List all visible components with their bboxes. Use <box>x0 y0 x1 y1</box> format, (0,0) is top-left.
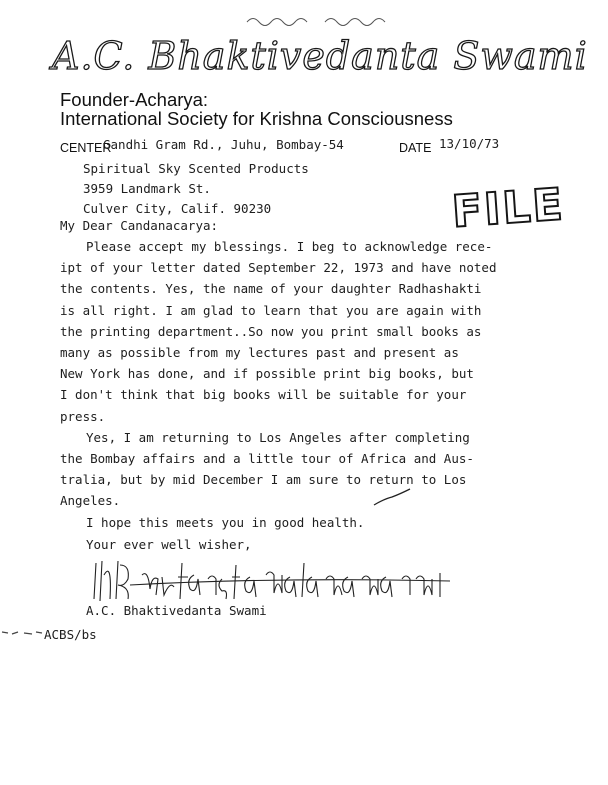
body-line: many as possible from my lectures past and present as <box>60 345 459 361</box>
date-value: 13/10/73 <box>439 136 500 151</box>
file-stamp: FILE <box>450 179 567 238</box>
letterhead-name: A.C. Bhaktivedanta Swami <box>52 34 588 78</box>
center-address: Gandhi Gram Rd., Juhu, Bombay-54 <box>103 137 344 152</box>
body-line: the contents. Yes, the name of your daughter Radhashakti <box>60 281 482 297</box>
recipient-line2: 3959 Landmark St. <box>83 181 211 196</box>
body-line: Please accept my blessings. I beg to acknowledge rece- <box>86 239 493 254</box>
body-line: Yes, I am returning to Los Angeles after completing <box>86 429 470 445</box>
body-line: tralia, but by mid December I am sure to return to Los <box>60 472 467 488</box>
letterhead-scribble <box>245 14 395 28</box>
center-label: CENTER <box>60 141 112 155</box>
letter-body <box>60 236 586 533</box>
letterhead-title-line2: International Society for Krishna Consciousness <box>60 108 453 129</box>
salutation: My Dear Candanacarya: <box>60 218 219 233</box>
body-line: the printing department..So now you print small books as <box>60 323 482 339</box>
date-label: DATE <box>399 141 432 155</box>
body-line: I don't think that big books will be suitable for your <box>60 387 467 403</box>
letterhead-title-line1: Founder-Acharya: <box>60 89 209 110</box>
body-line: press. <box>60 408 106 424</box>
body-line: is all right. I am glad to learn that you are again with <box>60 302 482 318</box>
recipient-line1: Spiritual Sky Scented Products <box>83 161 309 176</box>
body-line: New York has done, and if possible print big books, but <box>60 366 474 382</box>
dash-marks <box>0 626 46 638</box>
signature <box>90 555 470 607</box>
body-line: Angeles. <box>60 493 121 509</box>
recipient-line3: Culver City, Calif. 90230 <box>83 201 272 216</box>
signer-name: A.C. Bhaktivedanta Swami <box>86 603 267 618</box>
body-line: ipt of your letter dated September 22, 1973 and have noted <box>60 260 497 276</box>
typist-initials: ACBS/bs <box>44 627 97 642</box>
pen-check-mark <box>372 487 412 509</box>
body-line: I hope this meets you in good health. <box>86 514 365 530</box>
body-line: the Bombay affairs and a little tour of Africa and Aus- <box>60 451 474 467</box>
closing: Your ever well wisher, <box>86 537 252 552</box>
